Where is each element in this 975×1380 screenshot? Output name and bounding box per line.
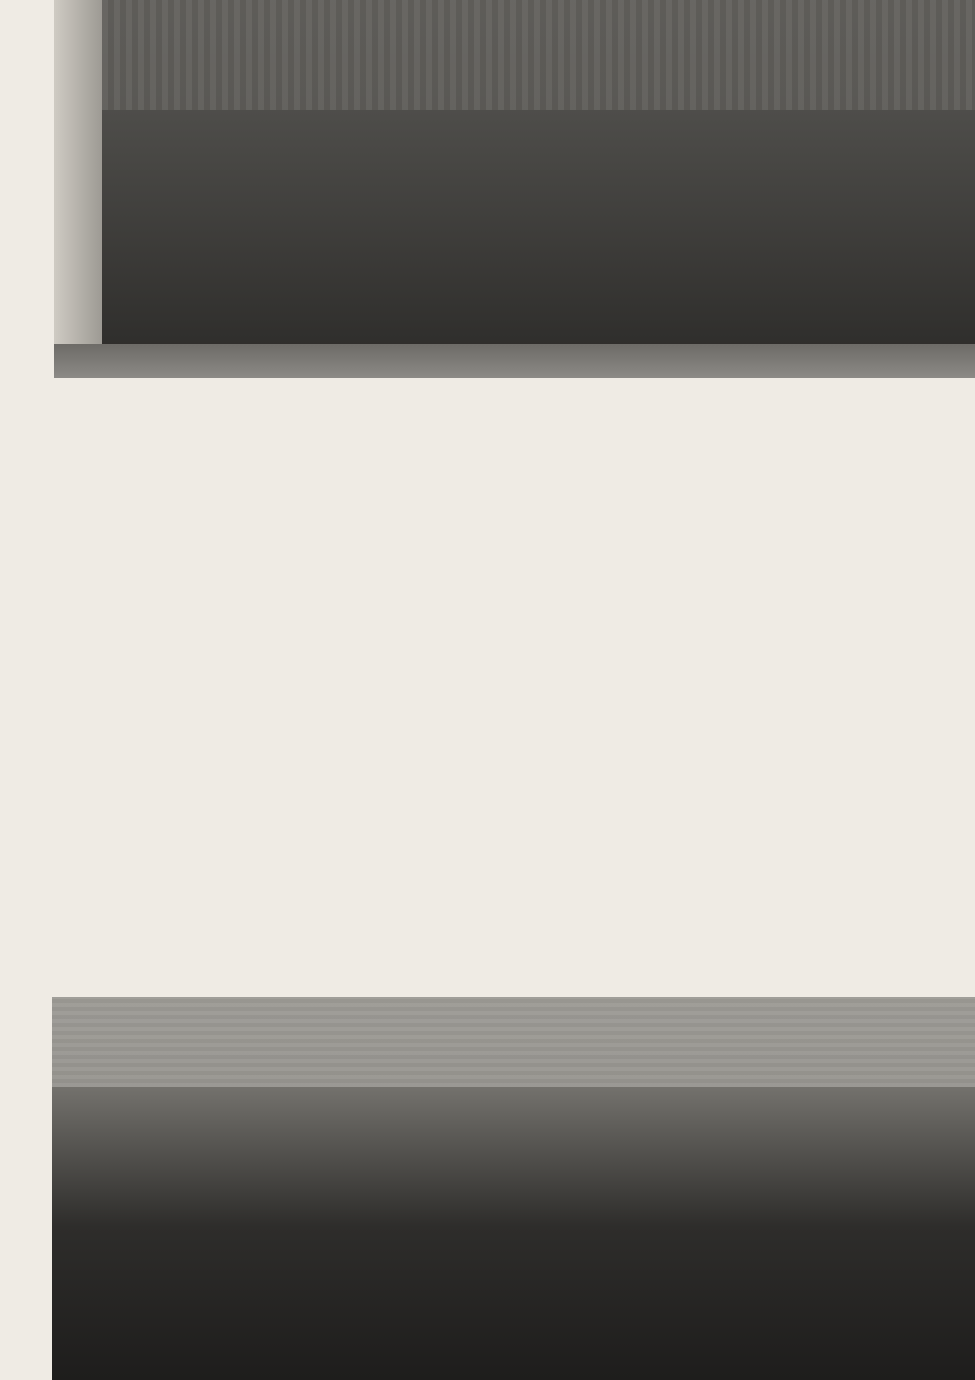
photo-background-wall bbox=[52, 997, 975, 1087]
perkins-house-photo bbox=[54, 0, 975, 378]
photo-wall bbox=[54, 0, 102, 378]
roe-house-photo bbox=[52, 997, 975, 1380]
photo-background-curtain bbox=[54, 0, 975, 110]
photo-floor bbox=[54, 344, 975, 378]
